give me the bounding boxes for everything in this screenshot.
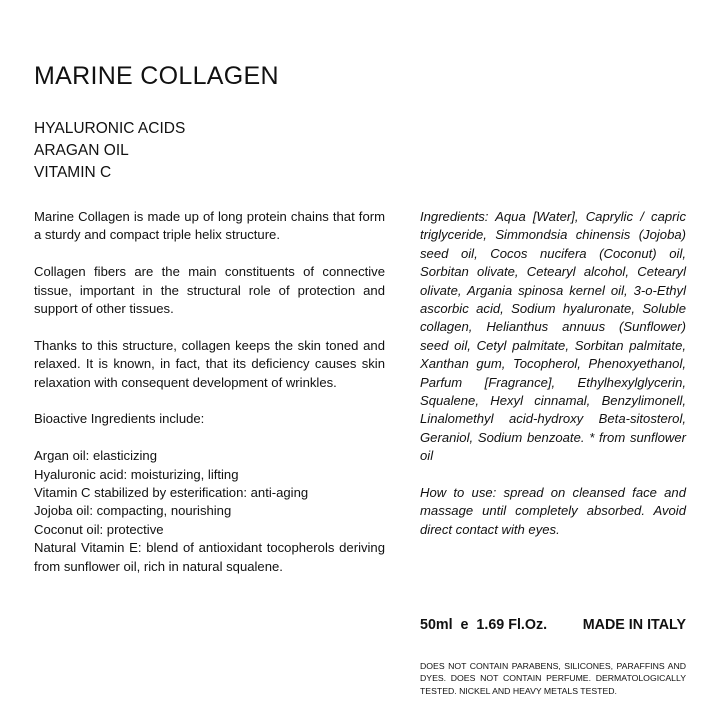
highlight-vitamin-c: VITAMIN C xyxy=(34,164,112,181)
size-origin-line xyxy=(420,617,686,633)
description-column xyxy=(34,208,385,576)
highlight-hyaluronic: HYALURONIC ACIDS xyxy=(34,120,186,137)
description-paragraph: Thanks to this structure, collagen keeps the skin toned and relaxed. It is known, in fact, that its deficiency causes skin relaxation with consequent development of wrinkles. xyxy=(34,337,385,390)
list-item: Hyaluronic acid: moisturizing, lifting xyxy=(34,466,239,482)
ingredients-column xyxy=(420,208,686,558)
list-item: Coconut oil: protective xyxy=(34,521,164,537)
product-title: MARINE COLLAGEN xyxy=(34,62,279,90)
highlight-argan: ARAGAN OIL xyxy=(34,142,129,159)
how-to-use-text: How to use: spread on cleansed face and massage until completely absorbed. Avoid direct contact with eyes. xyxy=(420,485,686,537)
list-item: Natural Vitamin E: blend of antioxidant tocopherols deriving from sunflower oil, rich in natural squalene. xyxy=(34,540,385,574)
volume-label: 50ml e 1.69 Fl.Oz. xyxy=(420,617,548,633)
list-item: Jojoba oil: compacting, nourishing xyxy=(34,503,232,519)
ingredients-text: Ingredients: Aqua [Water], Caprylic / capric triglyceride, Simmondsia chinensis (Jojoba) seed oil, Cocos nucifera (Coconut) oil, Sorbitan olivate, Cetearyl alcohol, Cetearyl olivate, Argania spinosa kernel oil, 3-o-Ethyl ascorbic acid, Sodium hyaluronate, Soluble collagen, Helianthus annuus (Sunflower) seed oil, Cetyl palmitate, Sorbitan palmitate, Xanthan gum, Tocopherol, Phenoxyethanol, Parfum [Fragrance], Ethylhexylglycerin, Squalene, Hexyl cinnamal, Benzylimonell, Linalomethyl acid-hydroxy Beta-sitosterol, Geraniol, Sodium benzoate. * from sunflower oil xyxy=(420,209,686,464)
description-paragraph: Marine Collagen is made up of long protein chains that form a sturdy and compact triple helix structure. xyxy=(34,209,385,243)
key-ingredients-list xyxy=(34,118,185,184)
description-paragraph: Collagen fibers are the main constituents of connective tissue, important in the structural role of protection and support of other tissues. xyxy=(34,264,385,317)
list-item: Vitamin C stabilized by esterification: anti-aging xyxy=(34,485,309,501)
bioactive-list xyxy=(34,447,385,576)
bioactive-heading: Bioactive Ingredients include: xyxy=(34,411,205,427)
disclaimer-text: DOES NOT CONTAIN PARABENS, SILICONES, PARAFFINS AND DYES. DOES NOT CONTAIN PERFUME. DERMATOLOGICALLY TESTED. NICKEL AND HEAVY METALS TESTED. xyxy=(420,661,686,696)
origin-label: MADE IN ITALY xyxy=(582,617,686,633)
list-item: Argan oil: elasticizing xyxy=(34,448,157,464)
